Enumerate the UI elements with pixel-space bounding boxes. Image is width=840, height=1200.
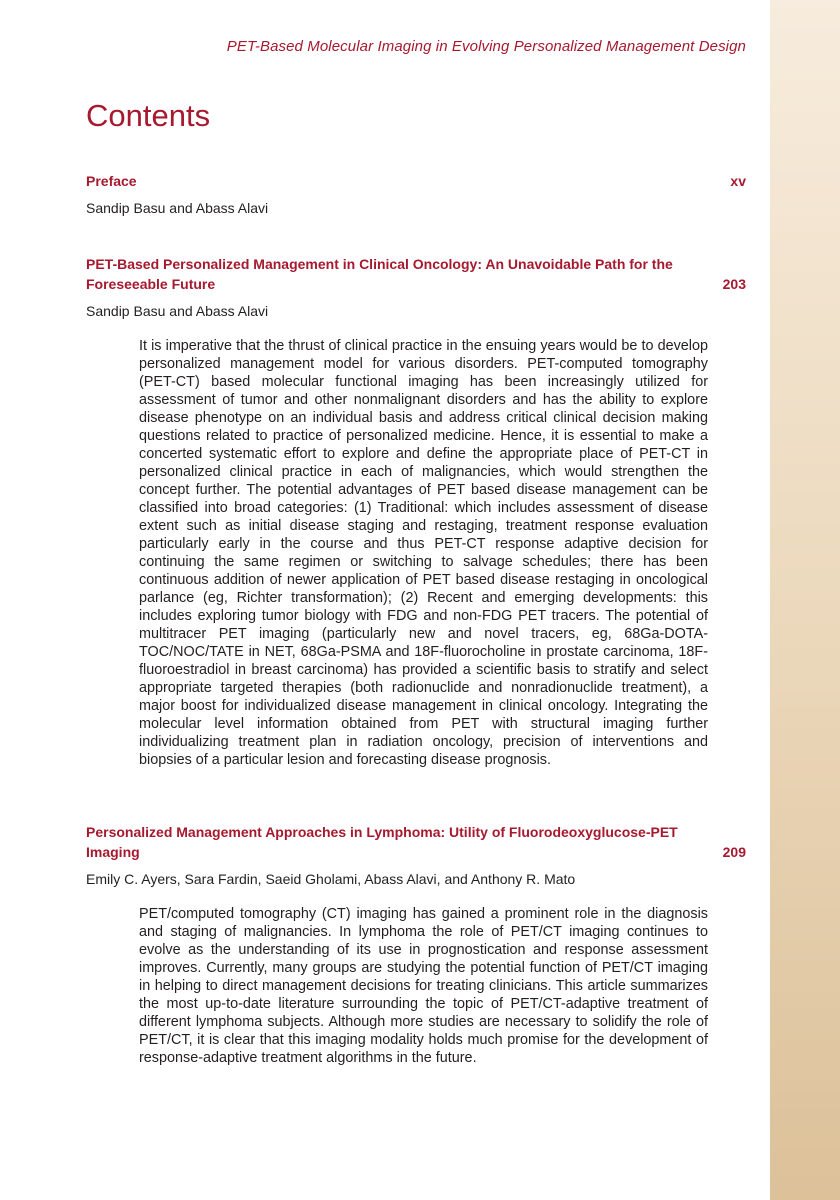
entry-page-number[interactable]: 203: [722, 276, 746, 292]
entry-page-number[interactable]: 209: [722, 844, 746, 860]
toc-entry-lymphoma: [86, 822, 746, 1067]
entry-authors: Emily C. Ayers, Sara Fardin, Saeid Gholami, Abass Alavi, and Anthony R. Mato: [86, 871, 576, 887]
decorative-side-band: [770, 0, 840, 1200]
entry-heading-row: [86, 254, 746, 294]
entry-authors: Sandip Basu and Abass Alavi: [86, 303, 269, 319]
toc-entry-preface: [86, 171, 746, 218]
entry-title-link[interactable]: Personalized Management Approaches in Lymphoma: Utility of Fluorodeoxyglucose-PET Imaging: [86, 824, 678, 860]
entry-title-link[interactable]: PET-Based Personalized Management in Clinical Oncology: An Unavoidable Path for the Foreseeable Future: [86, 256, 673, 292]
entry-heading-row: [86, 171, 746, 191]
toc-entry-pet-clinical-oncology: [86, 254, 746, 769]
entry-abstract: It is imperative that the thrust of clinical practice in the ensuing years would be to develop personalized management model for various disorders. PET-computed tomography (PET-CT) based molecular functional imaging has been increasingly utilized for assessment of tumor and other nonmalignant disorders and has the ability to explore disease phenotype on an individual basis and address critical clinical decision making questions related to practice of personalized medicine. Hence, it is essential to make a concerted systematic effort to explore and define the appropriate place of PET-CT in personalized clinical practice in each of malignancies, which would strengthen the concept further. The potential advantages of PET based disease management can be classified into broad categories: (1) Traditional: which includes assessment of disease extent such as initial disease staging and restaging, treatment response evaluation particularly early in the course and thus PET-CT response adaptive decision for continuing the same regimen or switching to salvage schedules; there has been continuous addition of newer application of PET based disease restaging in oncological parlance (eg, Richter transformation); (2) Recent and emerging developments: this includes exploring tumor biology with FDG and non-FDG PET tracers. The potential of multitracer PET imaging (particularly new and novel tracers, eg, 68Ga-DOTA-TOC/NOC/TATE in NET, 68Ga-PSMA and 18F-fluorocholine in prostate carcinoma, 18F-fluoroestradiol in breast carcinoma) has provided a scientific basis to stratify and select appropriate targeted therapies (both radionuclide and nonradionuclide treatment), a major boost for individualized disease management in clinical oncology. Integrating the molecular level information obtained from PET with structural imaging further individualizing treatment plan in radiation oncology, precision of interventions and biopsies of a particular lesion and forecasting disease prognosis.: [139, 338, 708, 768]
entry-heading-row: [86, 822, 746, 862]
entry-page-number[interactable]: xv: [730, 173, 746, 189]
page-title: Contents: [86, 98, 211, 133]
running-head: PET-Based Molecular Imaging in Evolving Personalized Management Design: [226, 38, 746, 55]
entry-title-link[interactable]: Preface: [86, 173, 137, 189]
entry-authors: Sandip Basu and Abass Alavi: [86, 200, 269, 216]
entry-abstract: PET/computed tomography (CT) imaging has gained a prominent role in the diagnosis and staging of malignancies. In lymphoma the role of PET/CT imaging continues to evolve as the understanding of its use in prognostication and response assessment improves. Currently, many groups are studying the potential function of PET/CT imaging in helping to direct management decisions for treating clinicians. This article summarizes the most up-to-date literature surrounding the topic of PET/CT-adaptive treatment of different lymphoma subjects. Although more studies are necessary to solidify the role of PET/CT, it is clear that this imaging modality holds much promise for the development of response-adaptive treatment algorithms in the future.: [139, 906, 708, 1066]
